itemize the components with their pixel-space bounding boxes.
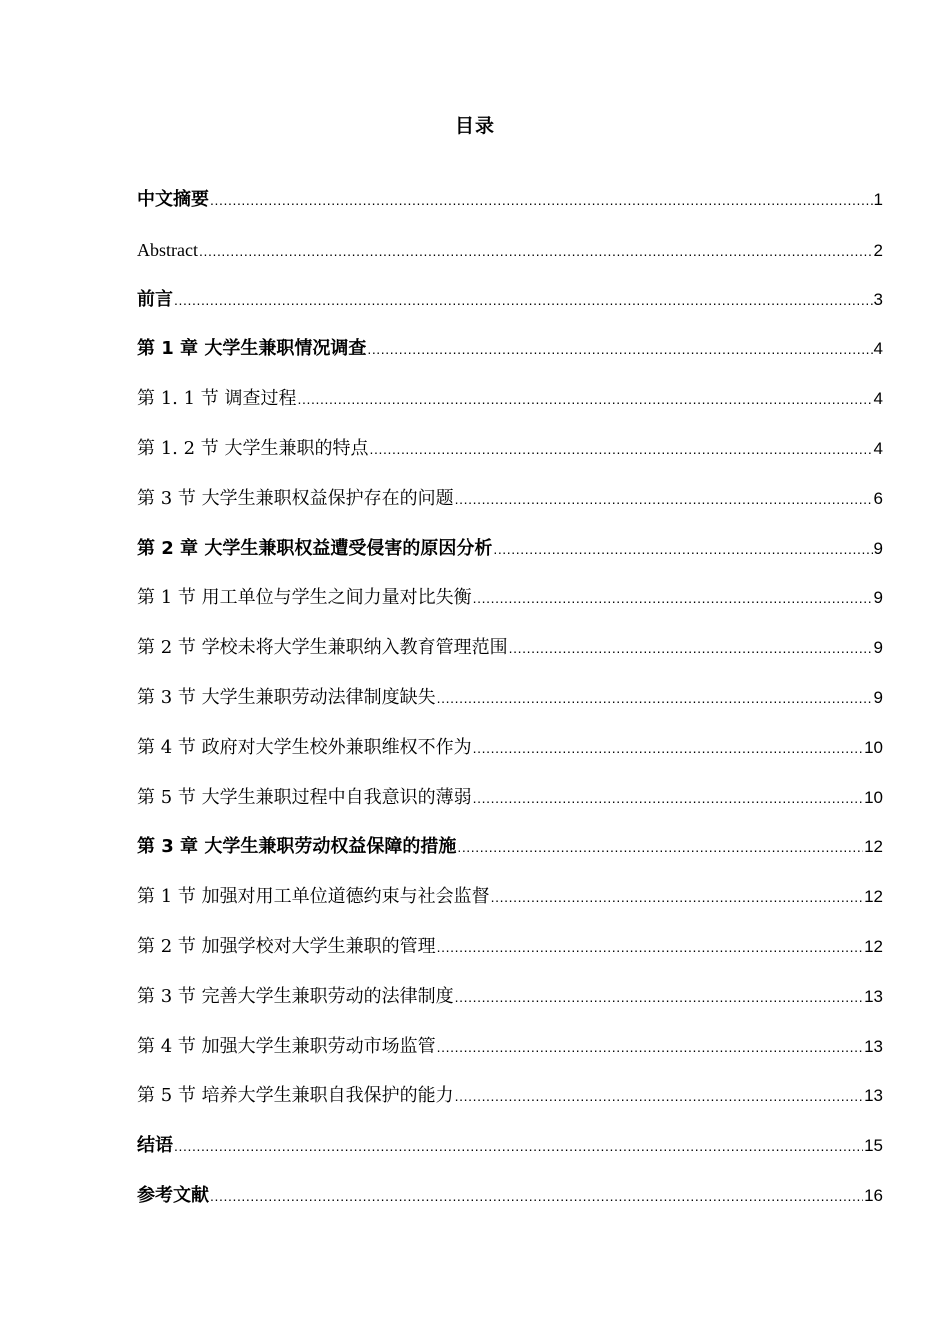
toc-entry[interactable] (137, 1182, 883, 1232)
toc-entry[interactable] (137, 186, 883, 236)
table-of-contents (137, 186, 883, 1232)
toc-entry-label: 第 1 节 用工单位与学生之间力量对比失衡 (137, 587, 472, 609)
toc-entry[interactable] (137, 335, 883, 385)
toc-entry-label: 第 4 节 加强大学生兼职劳动市场监管 (137, 1035, 436, 1057)
toc-entry-label: 中文摘要 (137, 189, 209, 210)
toc-entry[interactable] (137, 1082, 883, 1132)
toc-entry-label: 第 5 节 大学生兼职过程中自我意识的薄弱 (137, 786, 472, 808)
toc-entry-label: 第 2 章 大学生兼职权益遭受侵害的原因分析 (137, 537, 493, 559)
toc-entry-page: 12 (864, 887, 883, 907)
dot-leader (473, 584, 873, 612)
dot-leader (473, 734, 863, 762)
toc-entry-page: 13 (864, 1086, 883, 1106)
toc-entry-page: 12 (864, 936, 883, 956)
dot-leader (367, 335, 872, 363)
toc-entry-label: 第 3 章 大学生兼职劳动权益保障的措施 (137, 836, 457, 858)
dot-leader (174, 286, 873, 314)
toc-entry-label: 第 2 节 加强学校对大学生兼职的管理 (137, 935, 436, 957)
toc-entry-page: 9 (873, 687, 883, 707)
toc-entry[interactable] (137, 784, 883, 834)
dot-leader (437, 933, 863, 961)
toc-entry-page: 9 (873, 638, 883, 658)
toc-entry[interactable] (137, 734, 883, 784)
toc-entry[interactable] (137, 1033, 883, 1083)
toc-entry[interactable] (137, 1132, 883, 1182)
toc-entry-page: 12 (864, 837, 883, 857)
toc-entry-page: 13 (864, 986, 883, 1006)
toc-entry[interactable] (137, 684, 883, 734)
toc-entry-label: 第 1. 2 节 大学生兼职的特点 (137, 437, 369, 459)
dot-leader (437, 1033, 863, 1061)
dot-leader (370, 435, 873, 463)
toc-entry-page: 10 (864, 787, 883, 807)
toc-entry[interactable] (137, 435, 883, 485)
toc-entry-page: 4 (873, 438, 883, 458)
toc-entry-label: 第 1 节 加强对用工单位道德约束与社会监督 (137, 886, 490, 908)
toc-entry-page: 1 (873, 190, 883, 209)
dot-leader (455, 1082, 863, 1110)
dot-leader (210, 186, 873, 214)
toc-entry[interactable] (137, 485, 883, 535)
toc-entry-page: 9 (873, 588, 883, 608)
toc-entry-label: 第 4 节 政府对大学生校外兼职维权不作为 (137, 736, 472, 758)
toc-entry-page: 13 (864, 1036, 883, 1056)
dot-leader (491, 883, 863, 911)
dot-leader (437, 684, 873, 712)
dot-leader (210, 1182, 863, 1210)
dot-leader (298, 385, 873, 413)
toc-entry-page: 3 (873, 289, 883, 309)
toc-entry-page: 16 (864, 1185, 883, 1205)
toc-entry-page: 4 (873, 339, 883, 359)
dot-leader (493, 535, 872, 563)
toc-entry[interactable] (137, 634, 883, 684)
toc-entry-label: 结语 (137, 1135, 173, 1157)
toc-entry-label: 第 3 节 完善大学生兼职劳动的法律制度 (137, 985, 454, 1007)
toc-entry-label: 第 2 节 学校未将大学生兼职纳入教育管理范围 (137, 637, 508, 659)
toc-entry[interactable] (137, 883, 883, 933)
dot-leader (199, 237, 873, 265)
toc-entry-page: 10 (864, 737, 883, 757)
dot-leader (457, 833, 863, 861)
toc-entry[interactable] (137, 833, 883, 883)
toc-entry[interactable] (137, 983, 883, 1033)
toc-entry-page: 15 (864, 1136, 883, 1156)
toc-entry-label: 第 1. 1 节 调查过程 (137, 388, 297, 410)
dot-leader (455, 983, 863, 1011)
toc-entry[interactable] (137, 286, 883, 336)
dot-leader (473, 784, 863, 812)
toc-entry[interactable] (137, 933, 883, 983)
toc-entry-page: 2 (873, 240, 883, 260)
toc-entry-label: 第 3 节 大学生兼职权益保护存在的问题 (137, 487, 454, 509)
toc-entry[interactable] (137, 535, 883, 585)
toc-entry-page: 4 (873, 389, 883, 409)
dot-leader (509, 634, 873, 662)
toc-entry-label: 参考文献 (137, 1184, 209, 1206)
toc-entry-label: 第 3 节 大学生兼职劳动法律制度缺失 (137, 686, 436, 708)
dot-leader (174, 1132, 863, 1160)
toc-entry-page: 6 (873, 488, 883, 508)
toc-entry-label: 第 5 节 培养大学生兼职自我保护的能力 (137, 1085, 454, 1107)
toc-entry[interactable] (137, 385, 883, 435)
toc-title: 目录 (454, 115, 495, 137)
toc-entry[interactable] (137, 584, 883, 634)
toc-entry-label: 第 1 章 大学生兼职情况调查 (137, 338, 367, 360)
toc-entry-label: 前言 (137, 288, 173, 310)
toc-entry[interactable] (137, 236, 883, 286)
toc-entry-label: Abstract (137, 239, 198, 260)
dot-leader (455, 485, 873, 513)
toc-entry-page: 9 (873, 538, 883, 558)
